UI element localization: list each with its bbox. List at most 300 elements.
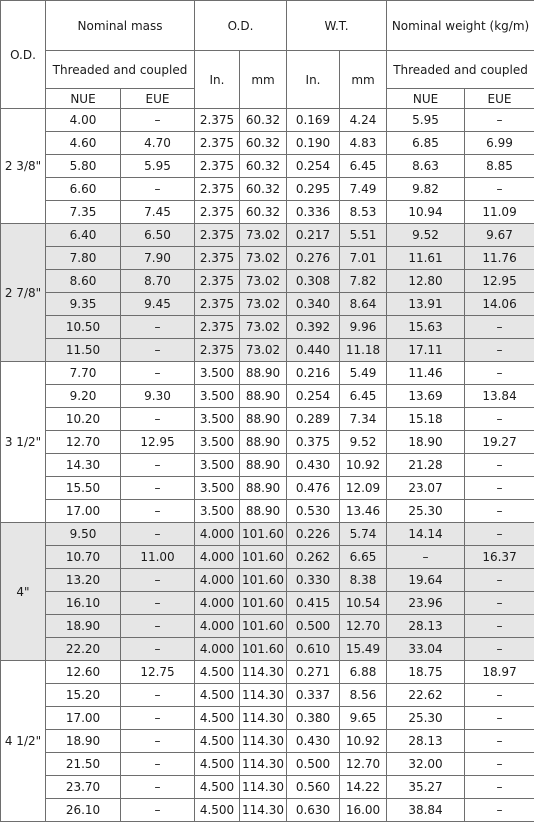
table-row [1, 753, 534, 776]
cell-nominal-mass-nue: 9.50 [46, 523, 121, 546]
cell-weight-nue: 25.30 [387, 707, 465, 730]
cell-wt-in: 0.169 [287, 109, 340, 132]
od-group-label: 2 7/8" [1, 224, 46, 362]
cell-nominal-mass-eue: – [121, 500, 195, 523]
cell-weight-eue: – [465, 477, 534, 500]
cell-weight-eue: – [465, 638, 534, 661]
cell-wt-in: 0.560 [287, 776, 340, 799]
cell-weight-eue: – [465, 454, 534, 477]
table-row [1, 730, 534, 753]
table-row [1, 615, 534, 638]
cell-weight-eue: 11.09 [465, 201, 534, 224]
cell-wt-mm: 9.52 [340, 431, 387, 454]
cell-nominal-mass-eue: – [121, 684, 195, 707]
cell-wt-in: 0.262 [287, 546, 340, 569]
cell-od-mm: 114.30 [240, 661, 287, 684]
cell-nominal-mass-nue: 23.70 [46, 776, 121, 799]
cell-weight-nue: 25.30 [387, 500, 465, 523]
cell-nominal-mass-eue: – [121, 362, 195, 385]
cell-od-mm: 60.32 [240, 155, 287, 178]
table-row [1, 684, 534, 707]
cell-wt-mm: 12.70 [340, 615, 387, 638]
table-row [1, 109, 534, 132]
cell-wt-in: 0.630 [287, 799, 340, 822]
cell-wt-in: 0.375 [287, 431, 340, 454]
cell-wt-in: 0.430 [287, 730, 340, 753]
cell-od-mm: 88.90 [240, 408, 287, 431]
table-row [1, 707, 534, 730]
cell-od-in: 4.000 [195, 569, 240, 592]
table-row [1, 178, 534, 201]
cell-od-in: 2.375 [195, 247, 240, 270]
cell-wt-mm: 6.45 [340, 385, 387, 408]
cell-weight-nue: 13.91 [387, 293, 465, 316]
cell-nominal-mass-nue: 12.70 [46, 431, 121, 454]
cell-weight-nue: 9.82 [387, 178, 465, 201]
cell-od-in: 2.375 [195, 201, 240, 224]
cell-weight-eue: 19.27 [465, 431, 534, 454]
cell-weight-nue: 18.90 [387, 431, 465, 454]
table-row [1, 454, 534, 477]
cell-wt-in: 0.380 [287, 707, 340, 730]
cell-wt-in: 0.336 [287, 201, 340, 224]
cell-nominal-mass-nue: 18.90 [46, 615, 121, 638]
cell-nominal-mass-eue: – [121, 707, 195, 730]
cell-od-mm: 73.02 [240, 247, 287, 270]
cell-nominal-mass-nue: 7.70 [46, 362, 121, 385]
cell-od-in: 3.500 [195, 477, 240, 500]
od-group-label: 2 3/8" [1, 109, 46, 224]
cell-od-in: 4.000 [195, 592, 240, 615]
cell-nominal-mass-nue: 7.35 [46, 201, 121, 224]
cell-wt-mm: 12.09 [340, 477, 387, 500]
cell-wt-in: 0.340 [287, 293, 340, 316]
cell-od-in: 4.500 [195, 707, 240, 730]
cell-nominal-mass-eue: – [121, 477, 195, 500]
cell-weight-eue: – [465, 730, 534, 753]
cell-od-in: 4.500 [195, 730, 240, 753]
od-group [1, 661, 534, 822]
header-weight-eue: EUE [465, 89, 534, 109]
cell-weight-nue: 23.96 [387, 592, 465, 615]
cell-nominal-mass-nue: 9.35 [46, 293, 121, 316]
cell-wt-mm: 4.24 [340, 109, 387, 132]
cell-wt-mm: 8.56 [340, 684, 387, 707]
cell-od-mm: 101.60 [240, 523, 287, 546]
cell-wt-mm: 10.54 [340, 592, 387, 615]
table-row [1, 638, 534, 661]
cell-weight-eue: 9.67 [465, 224, 534, 247]
header-nominal-weight: Nominal weight (kg/m) [387, 1, 534, 51]
cell-weight-eue: – [465, 799, 534, 822]
cell-wt-mm: 13.46 [340, 500, 387, 523]
cell-weight-nue: 15.63 [387, 316, 465, 339]
cell-wt-mm: 8.64 [340, 293, 387, 316]
cell-od-mm: 101.60 [240, 546, 287, 569]
cell-nominal-mass-nue: 17.00 [46, 500, 121, 523]
cell-wt-in: 0.415 [287, 592, 340, 615]
cell-od-in: 3.500 [195, 431, 240, 454]
cell-weight-nue: 35.27 [387, 776, 465, 799]
cell-weight-nue: – [387, 546, 465, 569]
cell-od-mm: 73.02 [240, 224, 287, 247]
cell-weight-nue: 23.07 [387, 477, 465, 500]
table-row [1, 569, 534, 592]
table-header [1, 1, 534, 109]
od-group [1, 523, 534, 661]
cell-nominal-mass-nue: 11.50 [46, 339, 121, 362]
cell-nominal-mass-eue: – [121, 753, 195, 776]
cell-od-mm: 101.60 [240, 592, 287, 615]
table-row [1, 224, 534, 247]
cell-nominal-mass-eue: – [121, 569, 195, 592]
cell-od-in: 2.375 [195, 155, 240, 178]
header-threaded-coupled-mass: Threaded and coupled [46, 51, 195, 89]
cell-weight-nue: 22.62 [387, 684, 465, 707]
cell-wt-mm: 6.65 [340, 546, 387, 569]
cell-od-mm: 114.30 [240, 684, 287, 707]
cell-od-in: 4.500 [195, 661, 240, 684]
cell-weight-eue: – [465, 592, 534, 615]
cell-weight-nue: 13.69 [387, 385, 465, 408]
cell-nominal-mass-nue: 18.90 [46, 730, 121, 753]
table-row [1, 661, 534, 684]
cell-nominal-mass-nue: 6.40 [46, 224, 121, 247]
cell-od-mm: 88.90 [240, 362, 287, 385]
table-row [1, 201, 534, 224]
cell-weight-eue: – [465, 523, 534, 546]
cell-od-mm: 101.60 [240, 638, 287, 661]
od-group [1, 109, 534, 224]
header-od: O.D. [1, 1, 46, 109]
cell-wt-mm: 14.22 [340, 776, 387, 799]
cell-weight-eue: 11.76 [465, 247, 534, 270]
cell-weight-nue: 21.28 [387, 454, 465, 477]
cell-nominal-mass-eue: – [121, 523, 195, 546]
table-row [1, 339, 534, 362]
cell-wt-in: 0.530 [287, 500, 340, 523]
cell-weight-eue: 13.84 [465, 385, 534, 408]
cell-weight-eue: – [465, 178, 534, 201]
cell-weight-eue: – [465, 500, 534, 523]
cell-nominal-mass-nue: 7.80 [46, 247, 121, 270]
cell-nominal-mass-eue: 6.50 [121, 224, 195, 247]
cell-weight-nue: 17.11 [387, 339, 465, 362]
cell-nominal-mass-nue: 6.60 [46, 178, 121, 201]
cell-nominal-mass-nue: 4.00 [46, 109, 121, 132]
table-row [1, 132, 534, 155]
od-group [1, 224, 534, 362]
cell-nominal-mass-eue: 5.95 [121, 155, 195, 178]
cell-od-in: 2.375 [195, 270, 240, 293]
cell-od-mm: 88.90 [240, 385, 287, 408]
cell-wt-mm: 7.49 [340, 178, 387, 201]
cell-od-in: 3.500 [195, 454, 240, 477]
cell-weight-nue: 11.61 [387, 247, 465, 270]
cell-wt-in: 0.430 [287, 454, 340, 477]
cell-od-mm: 73.02 [240, 293, 287, 316]
cell-nominal-mass-nue: 10.50 [46, 316, 121, 339]
table-row [1, 385, 534, 408]
cell-wt-mm: 4.83 [340, 132, 387, 155]
table-row [1, 431, 534, 454]
cell-wt-mm: 6.45 [340, 155, 387, 178]
header-threaded-coupled-weight: Threaded and coupled [387, 51, 534, 89]
cell-od-mm: 60.32 [240, 109, 287, 132]
cell-weight-nue: 33.04 [387, 638, 465, 661]
cell-wt-in: 0.271 [287, 661, 340, 684]
cell-od-in: 4.000 [195, 638, 240, 661]
cell-nominal-mass-nue: 10.70 [46, 546, 121, 569]
cell-weight-eue: 8.85 [465, 155, 534, 178]
cell-nominal-mass-eue: – [121, 339, 195, 362]
cell-weight-nue: 6.85 [387, 132, 465, 155]
cell-od-in: 3.500 [195, 500, 240, 523]
cell-weight-eue: – [465, 339, 534, 362]
cell-weight-nue: 10.94 [387, 201, 465, 224]
cell-weight-nue: 9.52 [387, 224, 465, 247]
cell-od-in: 2.375 [195, 293, 240, 316]
cell-nominal-mass-nue: 21.50 [46, 753, 121, 776]
cell-weight-eue: – [465, 316, 534, 339]
table-row [1, 776, 534, 799]
cell-nominal-mass-nue: 5.80 [46, 155, 121, 178]
cell-nominal-mass-nue: 17.00 [46, 707, 121, 730]
table-row [1, 523, 534, 546]
cell-od-in: 2.375 [195, 224, 240, 247]
cell-wt-in: 0.476 [287, 477, 340, 500]
cell-weight-eue: 16.37 [465, 546, 534, 569]
header-mass-eue: EUE [121, 89, 195, 109]
cell-wt-in: 0.440 [287, 339, 340, 362]
od-group-label: 4" [1, 523, 46, 661]
cell-weight-eue: – [465, 707, 534, 730]
table-row [1, 546, 534, 569]
header-od-2: O.D. [195, 1, 287, 51]
cell-nominal-mass-nue: 15.50 [46, 477, 121, 500]
table-row [1, 362, 534, 385]
od-group-label: 3 1/2" [1, 362, 46, 523]
cell-nominal-mass-nue: 16.10 [46, 592, 121, 615]
header-mass-nue: NUE [46, 89, 121, 109]
cell-od-in: 2.375 [195, 109, 240, 132]
cell-wt-in: 0.295 [287, 178, 340, 201]
cell-od-in: 4.500 [195, 776, 240, 799]
table-row [1, 477, 534, 500]
cell-od-in: 4.500 [195, 753, 240, 776]
cell-wt-mm: 7.01 [340, 247, 387, 270]
cell-wt-in: 0.392 [287, 316, 340, 339]
cell-wt-in: 0.217 [287, 224, 340, 247]
cell-od-in: 3.500 [195, 408, 240, 431]
header-nominal-mass: Nominal mass [46, 1, 195, 51]
cell-weight-eue: 12.95 [465, 270, 534, 293]
cell-weight-eue: – [465, 776, 534, 799]
cell-weight-eue: – [465, 408, 534, 431]
cell-od-in: 3.500 [195, 385, 240, 408]
table-row [1, 293, 534, 316]
cell-wt-mm: 8.53 [340, 201, 387, 224]
cell-wt-mm: 8.38 [340, 569, 387, 592]
cell-od-in: 4.500 [195, 799, 240, 822]
cell-wt-mm: 11.18 [340, 339, 387, 362]
cell-od-in: 4.000 [195, 546, 240, 569]
cell-weight-eue: – [465, 615, 534, 638]
cell-nominal-mass-nue: 26.10 [46, 799, 121, 822]
cell-nominal-mass-eue: – [121, 615, 195, 638]
cell-wt-in: 0.337 [287, 684, 340, 707]
cell-nominal-mass-nue: 22.20 [46, 638, 121, 661]
cell-wt-in: 0.289 [287, 408, 340, 431]
cell-nominal-mass-eue: – [121, 109, 195, 132]
cell-weight-eue: – [465, 569, 534, 592]
cell-od-in: 4.000 [195, 615, 240, 638]
table-row [1, 270, 534, 293]
cell-wt-mm: 6.88 [340, 661, 387, 684]
table-row [1, 316, 534, 339]
cell-od-mm: 101.60 [240, 569, 287, 592]
cell-od-in: 2.375 [195, 316, 240, 339]
cell-nominal-mass-nue: 9.20 [46, 385, 121, 408]
cell-od-mm: 101.60 [240, 615, 287, 638]
cell-weight-eue: 14.06 [465, 293, 534, 316]
cell-od-in: 3.500 [195, 362, 240, 385]
cell-wt-mm: 7.34 [340, 408, 387, 431]
cell-weight-eue: 18.97 [465, 661, 534, 684]
cell-od-mm: 73.02 [240, 316, 287, 339]
table-row [1, 247, 534, 270]
header-weight-nue: NUE [387, 89, 465, 109]
cell-od-mm: 114.30 [240, 776, 287, 799]
cell-wt-mm: 5.74 [340, 523, 387, 546]
cell-nominal-mass-eue: 9.30 [121, 385, 195, 408]
cell-wt-in: 0.308 [287, 270, 340, 293]
cell-wt-mm: 5.49 [340, 362, 387, 385]
cell-od-in: 2.375 [195, 132, 240, 155]
cell-nominal-mass-eue: – [121, 178, 195, 201]
table-row [1, 155, 534, 178]
table-row [1, 799, 534, 822]
cell-nominal-mass-eue: – [121, 408, 195, 431]
cell-weight-eue: – [465, 109, 534, 132]
cell-nominal-mass-eue: 11.00 [121, 546, 195, 569]
cell-weight-nue: 12.80 [387, 270, 465, 293]
cell-wt-in: 0.610 [287, 638, 340, 661]
header-wt-mm: mm [340, 51, 387, 109]
cell-nominal-mass-nue: 8.60 [46, 270, 121, 293]
cell-nominal-mass-nue: 12.60 [46, 661, 121, 684]
cell-od-mm: 73.02 [240, 339, 287, 362]
cell-nominal-mass-eue: – [121, 730, 195, 753]
cell-wt-mm: 10.92 [340, 730, 387, 753]
cell-nominal-mass-eue: 7.90 [121, 247, 195, 270]
cell-nominal-mass-eue: 12.75 [121, 661, 195, 684]
cell-od-mm: 114.30 [240, 799, 287, 822]
cell-nominal-mass-nue: 14.30 [46, 454, 121, 477]
cell-wt-mm: 5.51 [340, 224, 387, 247]
cell-od-in: 4.500 [195, 684, 240, 707]
cell-nominal-mass-eue: 12.95 [121, 431, 195, 454]
cell-nominal-mass-eue: 9.45 [121, 293, 195, 316]
cell-nominal-mass-nue: 10.20 [46, 408, 121, 431]
cell-weight-nue: 32.00 [387, 753, 465, 776]
cell-od-mm: 88.90 [240, 431, 287, 454]
cell-od-in: 2.375 [195, 339, 240, 362]
cell-weight-nue: 5.95 [387, 109, 465, 132]
od-group-label: 4 1/2" [1, 661, 46, 822]
od-group [1, 362, 534, 523]
cell-wt-in: 0.500 [287, 753, 340, 776]
cell-nominal-mass-eue: – [121, 799, 195, 822]
cell-nominal-mass-eue: – [121, 454, 195, 477]
cell-weight-eue: – [465, 684, 534, 707]
cell-wt-mm: 15.49 [340, 638, 387, 661]
cell-weight-nue: 28.13 [387, 730, 465, 753]
cell-od-mm: 114.30 [240, 707, 287, 730]
cell-weight-eue: – [465, 362, 534, 385]
cell-wt-in: 0.276 [287, 247, 340, 270]
cell-nominal-mass-nue: 4.60 [46, 132, 121, 155]
cell-nominal-mass-eue: 8.70 [121, 270, 195, 293]
cell-weight-nue: 15.18 [387, 408, 465, 431]
cell-od-mm: 88.90 [240, 500, 287, 523]
cell-od-mm: 114.30 [240, 730, 287, 753]
cell-weight-nue: 8.63 [387, 155, 465, 178]
cell-nominal-mass-eue: – [121, 776, 195, 799]
cell-wt-in: 0.216 [287, 362, 340, 385]
cell-od-mm: 60.32 [240, 201, 287, 224]
cell-weight-nue: 11.46 [387, 362, 465, 385]
cell-wt-in: 0.254 [287, 155, 340, 178]
cell-weight-nue: 14.14 [387, 523, 465, 546]
header-wt-in: In. [287, 51, 340, 109]
cell-wt-in: 0.254 [287, 385, 340, 408]
cell-wt-mm: 9.96 [340, 316, 387, 339]
cell-nominal-mass-eue: 7.45 [121, 201, 195, 224]
cell-weight-nue: 38.84 [387, 799, 465, 822]
cell-wt-mm: 16.00 [340, 799, 387, 822]
cell-weight-eue: – [465, 753, 534, 776]
table-row [1, 500, 534, 523]
cell-nominal-mass-eue: 4.70 [121, 132, 195, 155]
cell-od-mm: 60.32 [240, 178, 287, 201]
cell-wt-mm: 7.82 [340, 270, 387, 293]
cell-wt-mm: 12.70 [340, 753, 387, 776]
header-od-mm: mm [240, 51, 287, 109]
table-row [1, 408, 534, 431]
cell-wt-in: 0.190 [287, 132, 340, 155]
cell-nominal-mass-eue: – [121, 592, 195, 615]
cell-od-in: 2.375 [195, 178, 240, 201]
cell-wt-in: 0.500 [287, 615, 340, 638]
cell-od-mm: 88.90 [240, 477, 287, 500]
cell-od-mm: 114.30 [240, 753, 287, 776]
cell-od-mm: 60.32 [240, 132, 287, 155]
table-row [1, 592, 534, 615]
cell-od-in: 4.000 [195, 523, 240, 546]
cell-nominal-mass-nue: 15.20 [46, 684, 121, 707]
cell-od-mm: 88.90 [240, 454, 287, 477]
cell-nominal-mass-eue: – [121, 638, 195, 661]
cell-weight-eue: 6.99 [465, 132, 534, 155]
cell-wt-in: 0.226 [287, 523, 340, 546]
cell-weight-nue: 18.75 [387, 661, 465, 684]
cell-weight-nue: 28.13 [387, 615, 465, 638]
header-od-in: In. [195, 51, 240, 109]
cell-weight-nue: 19.64 [387, 569, 465, 592]
header-wt: W.T. [287, 1, 387, 51]
cell-nominal-mass-eue: – [121, 316, 195, 339]
